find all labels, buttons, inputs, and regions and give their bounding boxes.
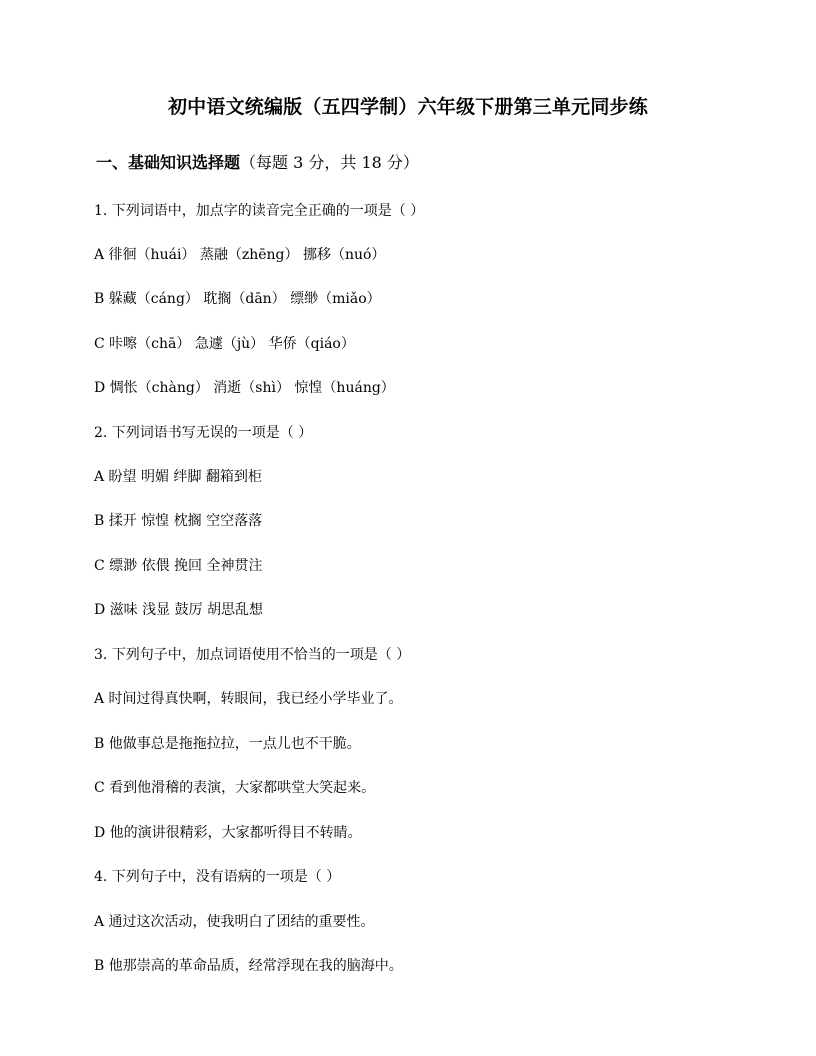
question-2-option-a: A 盼望 明媚 绊脚 翻箱到柜 — [94, 469, 262, 485]
question-4-option-a: A 通过这次活动，使我明白了团结的重要性。 — [94, 914, 375, 930]
question-3-option-d: D 他的演讲很精彩，大家都听得目不转睛。 — [94, 825, 362, 841]
question-1-option-b: B 躲藏（cáng） 耽搁（dān） 缥缈（miǎo） — [94, 291, 381, 307]
question-2-option-c: C 缥渺 依偎 挽回 全神贯注 — [94, 558, 263, 574]
section-heading-label: 一、基础知识选择题 — [96, 153, 241, 172]
question-3-option-c: C 看到他滑稽的表演，大家都哄堂大笑起来。 — [94, 780, 376, 796]
question-2-option-d: D 滋味 浅显 鼓厉 胡思乱想 — [94, 602, 264, 618]
section-heading — [96, 150, 419, 173]
question-2-stem: 2. 下列词语书写无误的一项是（ ） — [94, 425, 313, 441]
question-3-option-a: A 时间过得真快啊，转眼间，我已经小学毕业了。 — [94, 691, 403, 707]
question-1-option-a: A 徘徊（huái） 蒸融（zhēng） 挪移（nuó） — [94, 247, 386, 263]
question-1-option-c: C 咔嚓（chā） 急遽（jù） 华侨（qiáo） — [94, 336, 355, 352]
question-4-option-b: B 他那崇高的革命品质，经常浮现在我的脑海中。 — [94, 958, 403, 974]
question-1-option-d: D 惆怅（chàng） 消逝（shì） 惊惶（huáng） — [94, 380, 395, 396]
document-title: 初中语文统编版（五四学制）六年级下册第三单元同步练 — [167, 96, 648, 118]
question-1-stem: 1. 下列词语中，加点字的读音完全正确的一项是（ ） — [94, 203, 425, 219]
question-3-stem: 3. 下列句子中，加点词语使用不恰当的一项是（ ） — [94, 647, 411, 663]
question-4-stem: 4. 下列句子中，没有语病的一项是（ ） — [94, 869, 341, 885]
question-2-option-b: B 揉开 惊惶 枕搁 空空落落 — [94, 513, 263, 529]
question-3-option-b: B 他做事总是拖拖拉拉，一点儿也不干脆。 — [94, 736, 361, 752]
section-heading-score-note: （每题 3 分，共 18 分） — [240, 153, 419, 172]
